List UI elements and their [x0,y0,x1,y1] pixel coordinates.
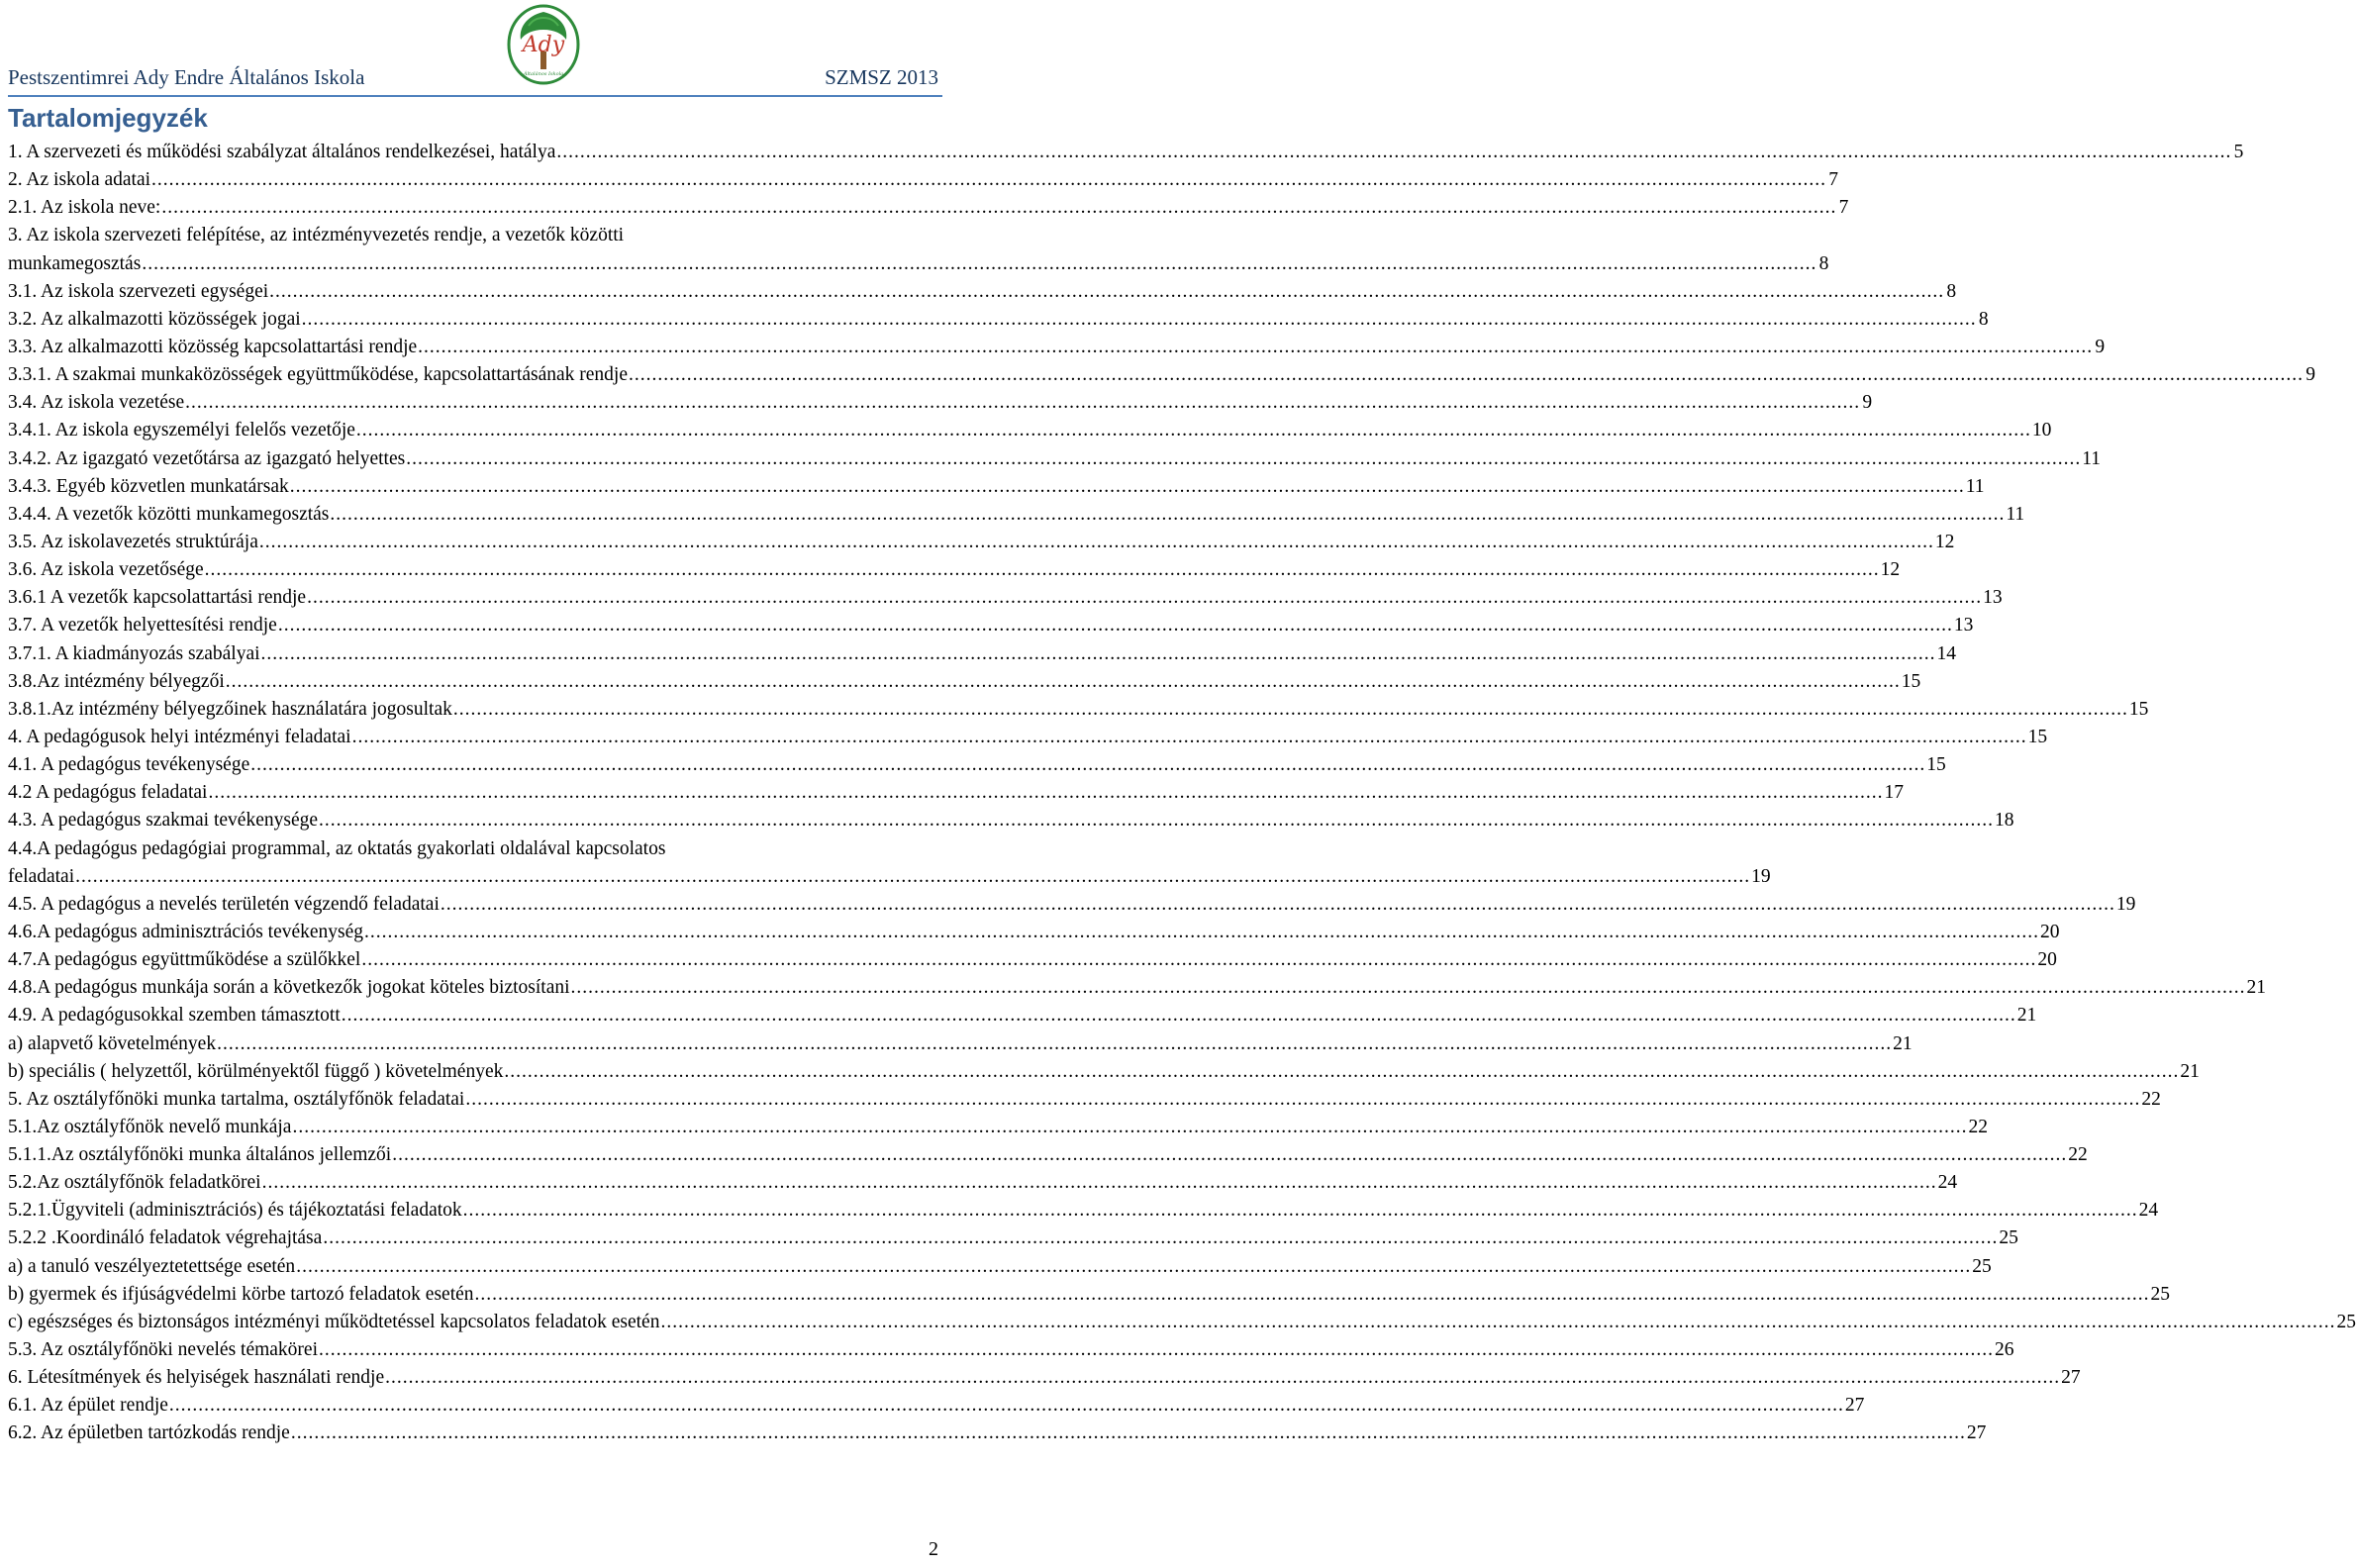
toc-entry-page[interactable]: 8 [1818,252,1829,274]
toc-entry[interactable] [8,1309,2356,1336]
toc-entry-page[interactable]: 24 [1937,1172,1958,1194]
toc-entry-page[interactable]: 17 [1884,782,1904,804]
toc-entry-title[interactable]: a) alapvető követelmények [8,1032,217,1054]
dot-leader [151,166,1826,194]
toc-entry-page[interactable]: 27 [1844,1395,1865,1417]
toc-entry-title[interactable]: 5. Az osztályfőnöki munka tartalma, osztályfőnök feladatai [8,1088,465,1110]
toc-entry-page[interactable]: 27 [2061,1367,2081,1389]
dot-leader [356,417,2031,444]
toc-entry-page[interactable]: 20 [2037,949,2057,971]
toc-entry-title[interactable]: b) speciális ( helyzettől, körülményektől függő ) követelmények [8,1060,504,1082]
toc-entry-title[interactable]: 3.5. Az iskolavezetés struktúrája [8,531,258,552]
toc-entry[interactable] [8,334,2106,361]
toc-entry-page[interactable]: 27 [1966,1422,1987,1444]
toc-entry[interactable] [8,194,1849,222]
toc-entry-title[interactable]: 3.4.1. Az iskola egyszemélyi felelős vezetője [8,420,355,441]
toc-entry-title[interactable]: 3.7. A vezetők helyettesítési rendje [8,615,277,637]
dot-leader [361,946,2036,974]
toc-entry-page[interactable]: 19 [1751,865,1771,887]
dot-leader [269,278,1944,306]
toc-entry[interactable] [8,278,1957,306]
toc-entry-page[interactable]: 9 [2095,336,2106,357]
toc-entry-page[interactable]: 10 [2031,420,2052,441]
dot-leader [217,1030,1892,1058]
dot-leader [453,696,2128,724]
toc-entry[interactable] [8,417,2052,444]
dot-leader [290,473,1965,501]
toc-entry-title[interactable]: 4.8.A pedagógus munkája során a következők jogokat köteles biztosítani [8,977,570,999]
toc-entry[interactable] [8,1197,2159,1225]
page-header [0,0,950,99]
toc-entry[interactable] [8,389,1873,417]
toc-entry[interactable] [8,473,1985,501]
toc-entry-page[interactable]: 22 [2068,1144,2088,1166]
toc-entry-page[interactable]: 9 [2306,364,2315,386]
toc-entry-title[interactable]: 4.9. A pedagógusokkal szemben támasztott [8,1005,341,1027]
dot-leader [392,1141,2067,1169]
toc-entry-page[interactable]: 11 [1965,475,1985,497]
dot-leader [352,724,2027,751]
dot-leader [205,556,1880,584]
toc-entry[interactable] [8,306,1989,334]
toc-entry-page[interactable]: 18 [1995,810,2014,832]
toc-entry-title[interactable]: 5.2.1.Ügyviteli (adminisztrációs) és tájékoztatási feladatok [8,1200,462,1222]
toc-entry-page[interactable]: 25 [1972,1255,1992,1277]
dot-leader [660,1309,2335,1336]
toc-entry[interactable] [8,1253,1992,1281]
dot-leader [441,891,2115,919]
toc-entry-page[interactable]: 22 [1968,1116,1988,1137]
dot-leader [323,1225,1998,1252]
toc-entry[interactable] [8,1058,2200,1086]
header-rule [8,95,942,97]
dot-leader [406,445,2081,473]
toc-entry-page[interactable]: 11 [2006,503,2025,525]
dot-leader [385,1364,2060,1392]
toc-entry-page[interactable]: 8 [1946,280,1957,302]
school-logo [507,4,580,85]
dot-leader [364,919,2039,946]
toc-entry-page[interactable]: 7 [1838,197,1849,219]
toc-entry-title[interactable]: 3.4.2. Az igazgató vezetőtársa az igazgató helyettes [8,447,406,469]
toc-entry-page[interactable]: 12 [1934,531,1955,552]
table-of-contents [8,139,2356,1448]
dot-leader [169,1392,1844,1420]
dot-leader [296,1253,1971,1281]
dot-leader [556,139,2231,166]
document-code: SZMSZ 2013 [825,65,938,89]
toc-entry-title[interactable]: 4.1. A pedagógus tevékenysége [8,754,250,776]
toc-entry[interactable] [8,974,2267,1002]
toc-entry-title[interactable]: 6.2. Az épületben tartózkodás rendje [8,1422,290,1444]
toc-entry-title[interactable]: 5.1.1.Az osztályfőnöki munka általános jellemzői [8,1144,392,1166]
toc-entry-title[interactable]: 3.7.1. A kiadmányozás szabályai [8,642,260,664]
toc-entry-title[interactable]: 5.2.Az osztályfőnök feladatkörei [8,1172,261,1194]
toc-entry[interactable] [8,835,938,863]
toc-title: Tartalomjegyzék [8,103,208,133]
dot-leader [465,1086,2140,1114]
toc-entry[interactable] [8,1169,1958,1197]
toc-entry-title[interactable]: 6. Létesítmények és helyiségek használati rendje [8,1367,385,1389]
toc-entry-title[interactable]: 3.4. Az iskola vezetése [8,392,185,414]
dot-leader [475,1281,2150,1309]
toc-entry-title[interactable]: 3.6. Az iskola vezetősége [8,559,204,581]
toc-entry-page[interactable]: 13 [1953,615,1974,637]
toc-entry-page[interactable]: 12 [1880,559,1901,581]
toc-entry[interactable] [8,807,2014,834]
toc-entry[interactable] [8,751,1946,779]
toc-entry[interactable] [8,139,2244,166]
toc-entry[interactable] [8,1392,1865,1420]
toc-entry[interactable] [8,863,1771,891]
toc-entry[interactable] [8,222,938,249]
toc-entry-page[interactable]: 25 [2336,1311,2356,1332]
dot-leader [504,1058,2179,1086]
dot-leader [418,334,2093,361]
toc-entry-page[interactable]: 11 [2082,447,2101,469]
toc-entry-title[interactable]: 2. Az iskola adatai [8,169,151,191]
toc-entry-title[interactable]: 3.4.4. A vezetők közötti munkamegosztás [8,503,330,525]
dot-leader [161,194,1836,222]
toc-entry-title[interactable]: 1. A szervezeti és működési szabályzat általános rendelkezései, hatálya [8,142,556,162]
toc-entry-title[interactable]: 3.2. Az alkalmazotti közösségek jogai [8,308,301,330]
toc-entry-page[interactable]: 14 [1936,642,1957,664]
dot-leader [250,751,1925,779]
svg-text:Ady: Ady [522,33,565,57]
dot-leader [278,612,1953,639]
toc-entry[interactable] [8,1336,2014,1364]
dot-leader [226,668,1901,696]
toc-entry[interactable] [8,696,2149,724]
toc-entry-page[interactable]: 21 [2246,977,2267,999]
toc-entry-title[interactable]: 4. A pedagógusok helyi intézményi feladatai [8,726,351,747]
svg-text:Általános Iskola: Általános Iskola [523,71,564,77]
toc-entry-page[interactable]: 15 [1926,754,1946,776]
toc-entry[interactable] [8,1364,2081,1392]
school-name: Pestszentimrei Ady Endre Általános Iskola [8,65,365,89]
toc-entry[interactable] [8,556,1901,584]
toc-entry-page[interactable]: 13 [1983,587,2003,609]
toc-entry[interactable] [8,1141,2088,1169]
page-number: 2 [929,1538,938,1560]
toc-entry-title[interactable]: 3.1. Az iskola szervezeti egységei [8,280,269,302]
toc-entry-title[interactable]: 4.7.A pedagógus együttműködése a szülőkkel [8,949,361,971]
toc-entry-title[interactable]: 3.6.1 A vezetők kapcsolattartási rendje [8,587,307,609]
dot-leader [330,501,2005,529]
dot-leader [259,529,1934,556]
toc-entry-page[interactable]: 9 [1862,392,1873,414]
toc-entry-page[interactable]: 19 [2115,893,2136,915]
toc-entry[interactable] [8,891,2136,919]
toc-entry-title[interactable]: 5.2.2 .Koordináló feladatok végrehajtása [8,1227,323,1249]
dot-leader [307,584,1982,612]
toc-entry-title[interactable]: 4.6.A pedagógus adminisztrációs tevékenység [8,921,364,942]
toc-entry-title[interactable]: munkamegosztás [8,252,142,274]
toc-entry-title[interactable]: 4.2 A pedagógus feladatai [8,782,208,804]
toc-entry-title[interactable]: b) gyermek és ifjúságvédelmi körbe tartozó feladatok esetén [8,1283,474,1305]
toc-entry[interactable] [8,1030,1913,1058]
toc-entry-title[interactable]: 4.4.A pedagógus pedagógiai programmal, az oktatás gyakorlati oldalával kapcsolatos [8,837,666,859]
toc-entry-title[interactable]: 3.8.1.Az intézmény bélyegzőinek használatára jogosultak [8,698,452,720]
toc-entry-title[interactable]: 5.3. Az osztályfőnöki nevelés témakörei [8,1339,318,1361]
dot-leader [261,640,1936,668]
toc-entry-page[interactable]: 7 [1828,169,1839,191]
toc-entry[interactable] [8,445,2101,473]
toc-entry-title[interactable]: 2.1. Az iskola neve: [8,197,161,219]
toc-entry[interactable] [8,361,2315,389]
dot-leader [208,779,1883,807]
dot-leader [302,306,1977,334]
dot-leader [319,807,1994,834]
toc-entry-page[interactable]: 21 [2016,1005,2037,1027]
toc-entry[interactable] [8,529,1955,556]
toc-entry-title[interactable]: 3.3. Az alkalmazotti közösség kapcsolattartási rendje [8,336,418,357]
toc-entry-page[interactable]: 5 [2233,142,2244,162]
toc-entry-title[interactable]: a) a tanuló veszélyeztetettsége esetén [8,1255,296,1277]
toc-entry[interactable] [8,1281,2171,1309]
toc-entry-title[interactable]: 3.8.Az intézmény bélyegzői [8,670,225,692]
toc-entry[interactable] [8,1002,2037,1029]
toc-entry-title[interactable]: 4.3. A pedagógus szakmai tevékenysége [8,810,318,832]
toc-entry[interactable] [8,724,2048,751]
toc-entry-page[interactable]: 22 [2141,1088,2161,1110]
toc-entry[interactable] [8,612,1974,639]
toc-entry-page[interactable]: 21 [2180,1060,2200,1082]
toc-entry-page[interactable]: 15 [2027,726,2048,747]
dot-leader [142,250,1816,278]
dot-leader [292,1114,1967,1141]
toc-entry[interactable] [8,1420,1987,1447]
toc-entry[interactable] [8,584,2003,612]
toc-entry[interactable] [8,1086,2161,1114]
toc-entry-page[interactable]: 21 [1893,1032,1913,1054]
toc-entry[interactable] [8,919,2060,946]
toc-entry[interactable] [8,1225,2018,1252]
dot-leader [291,1420,1966,1447]
toc-entry-page[interactable]: 25 [2150,1283,2171,1305]
toc-entry[interactable] [8,946,2057,974]
dot-leader [629,361,2304,389]
toc-entry[interactable] [8,501,2025,529]
toc-entry[interactable] [8,779,1904,807]
dot-leader [571,974,2246,1002]
toc-entry-page[interactable]: 25 [1999,1227,2018,1249]
toc-entry-title[interactable]: 3. Az iskola szervezeti felépítése, az intézményvezetés rendje, a vezetők közötti [8,225,625,246]
toc-entry-page[interactable]: 15 [1901,670,1921,692]
toc-entry[interactable] [8,166,1839,194]
dot-leader [262,1169,1937,1197]
toc-entry-title[interactable]: 4.5. A pedagógus a nevelés területén végzendő feladatai [8,893,440,915]
dot-leader [342,1002,2016,1029]
toc-entry[interactable] [8,250,1829,278]
toc-entry-page[interactable]: 24 [2138,1200,2159,1222]
toc-entry-page[interactable]: 8 [1978,308,1989,330]
toc-entry-page[interactable]: 20 [2040,921,2060,942]
toc-entry-page[interactable]: 15 [2128,698,2149,720]
toc-entry-title[interactable]: c) egészséges és biztonságos intézményi működtetéssel kapcsolatos feladatok esetén [8,1311,660,1332]
toc-entry-page[interactable]: 26 [1995,1339,2014,1361]
toc-entry-title[interactable]: 6.1. Az épület rendje [8,1395,168,1417]
dot-leader [463,1197,2138,1225]
toc-entry-title[interactable]: 5.1.Az osztályfőnök nevelő munkája [8,1116,292,1137]
toc-entry[interactable] [8,668,1921,696]
toc-entry[interactable] [8,640,1957,668]
toc-entry-title[interactable]: feladatai [8,865,75,887]
dot-leader [75,863,1750,891]
toc-entry-title[interactable]: 3.3.1. A szakmai munkaközösségek együttműködése, kapcsolattartásának rendje [8,364,628,386]
toc-entry-title[interactable]: 3.4.3. Egyéb közvetlen munkatársak [8,475,289,497]
toc-entry[interactable] [8,1114,1988,1141]
dot-leader [185,389,1860,417]
dot-leader [319,1336,1994,1364]
